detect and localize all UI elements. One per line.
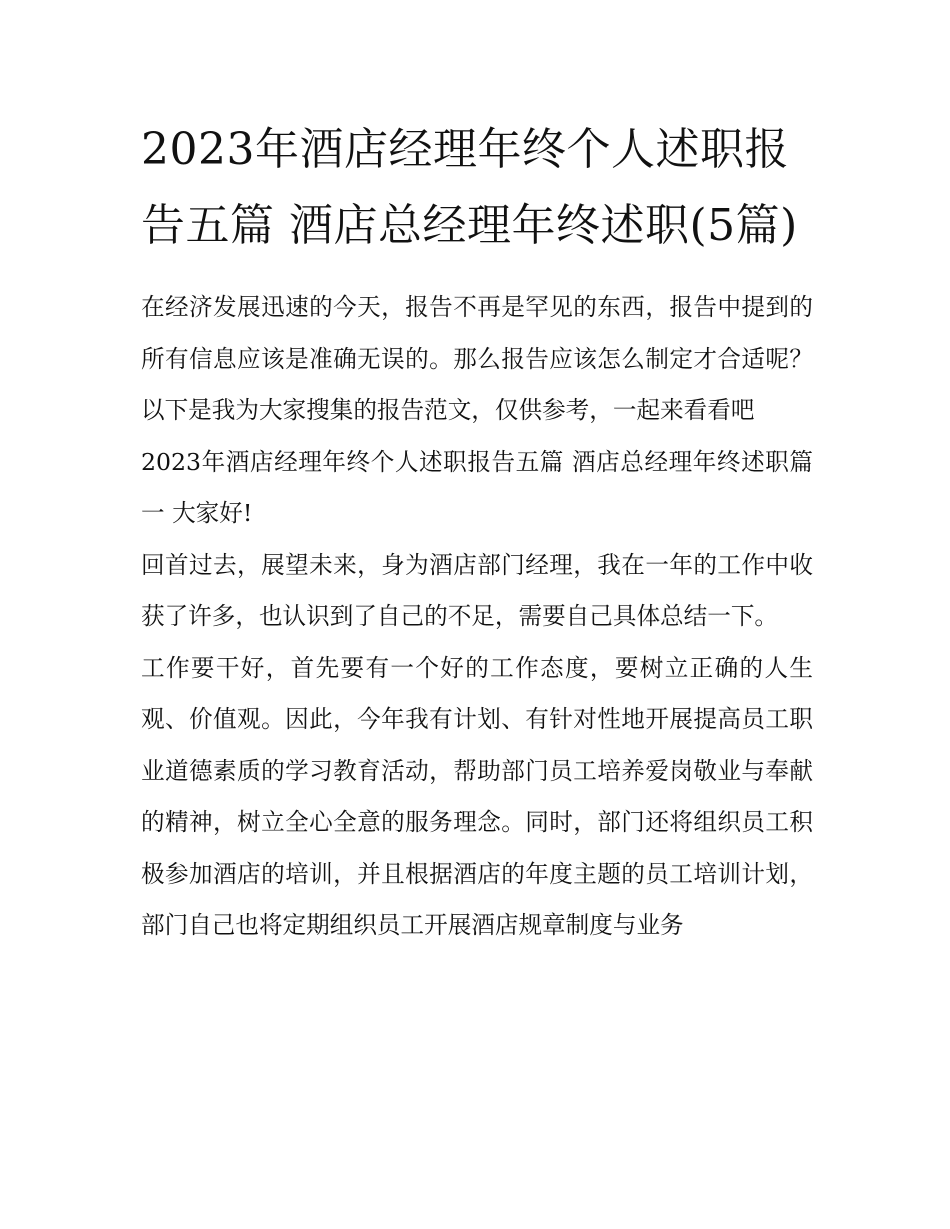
paragraph-attitude: 工作要干好，首先要有一个好的工作态度，要树立正确的人生观、价值观。因此，今年我有计划、有针对性地开展提高员工职业道德素质的学习教育活动，帮助部门员工培养爱岗敬业与奉献的精神，树立全心全意的服务理念。同时，部门还将组织员工积极参加酒店的培训，并且根据酒店的年度主题的员工培训计划，部门自己也将定期组织员工开展酒店规章制度与业务 bbox=[141, 653, 813, 939]
document-body bbox=[141, 282, 813, 952]
paragraph-intro: 在经济发展迅速的今天，报告不再是罕见的东西，报告中提到的所有信息应该是准确无误的。那么报告应该怎么制定才合适呢？以下是我为大家搜集的报告范文，仅供参考，一起来看看吧 bbox=[141, 293, 813, 424]
paragraph-heading: 2023年酒店经理年终个人述职报告五篇 酒店总经理年终述职篇一 大家好! bbox=[141, 447, 813, 527]
document-title: 2023年酒店经理年终个人述职报告五篇 酒店总经理年终述职(5篇) bbox=[141, 124, 798, 251]
document-page bbox=[141, 112, 813, 952]
paragraph-review: 回首过去，展望未来，身为酒店部门经理，我在一年的工作中收获了许多，也认识到了自己的不足，需要自己具体总结一下。 bbox=[141, 550, 813, 630]
